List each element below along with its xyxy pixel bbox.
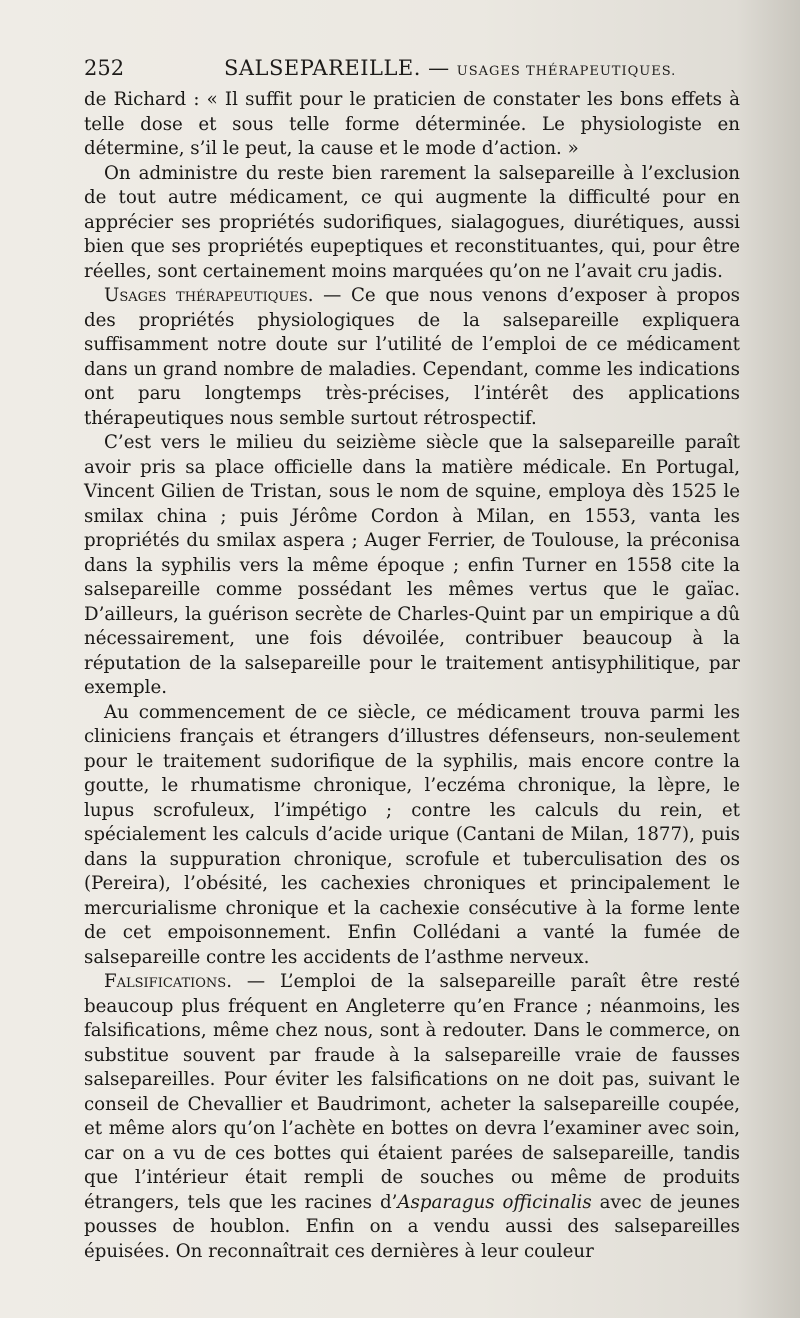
section-subtitle: USAGES THÉRAPEUTIQUES. <box>456 64 677 79</box>
page-number: 252 <box>84 56 125 80</box>
paragraph-administration: On administre du reste bien rarement la salsepareille à l’exclusion de tout autre médicament, ce qui augmente la difficulté pour en apprécier ses propriétés sudorifiques, sialagogues, diurétiques, aussi bien que ses propriétés eupeptiques et reconstituantes, qui, pour être réelles, sont certainement moins marquées qu’on ne l’avait cru jadis. <box>84 162 740 282</box>
paragraph-century: Au commencement de ce siècle, ce médicament trouva parmi les cliniciens français et étrangers d’illustres défenseurs, non-seulement pour le traitement sudorifique de la syphilis, mais encore contre la goutte, le rhumatisme chronique, l’eczéma chronique, la lèpre, le lupus scrofuleux, l’impétigo ; contre les calculs du rein, et spécialement les calculs d’acide urique (Cantani de Milan, 1877), puis dans la suppuration chronique, scrofule et tuberculisation des os (Pereira), l’obésité, les cachexies chroniques et principalement le mercurialisme chronique et la cachexie consécutive à la forme lente de cet empoisonnement. Enfin Collédani a vanté la fumée de salsepareille contre les accidents de l’asthme nerveux. <box>84 701 740 968</box>
paragraph-usages: Usages thérapeutiques. — Ce que nous venons d’exposer à propos des propriétés physiologiques de la salsepareille expliquera suffisamment notre doute sur l’utilité de l’emploi de ce médicament dans un grand nombre de maladies. Cependant, comme les indications ont paru longtemps très-précises, l’intérêt des applications thérapeutiques nous semble surtout rétrospectif. <box>84 285 740 429</box>
running-title <box>224 56 676 80</box>
paragraph-continuation: de Richard : « Il suffit pour le praticien de constater les bons effets à telle dose et sous telle forme déterminée. Le physiologiste en détermine, s’il le peut, la cause et le mode d’action. » <box>84 89 740 159</box>
running-header <box>84 54 744 84</box>
paragraph-falsifications: Falsifications. — L’emploi de la salsepareille paraît être resté beaucoup plus fréquent en Angleterre qu’en France ; néanmoins, les falsifications, même chez nous, sont à redouter. Dans le commerce, on substitue souvent par fraude à la salsepareille vraie de fausses salsepareilles. Pour éviter les falsifications on ne doit pas, suivant le conseil de Chevallier et Baudrimont, acheter la salsepareille coupée, et même alors qu’on l’achète en bottes on devra l’examiner avec soin, car on a vu de ces bottes qui étaient parées de salsepareille, tandis que l’intérieur était rempli de souches ou même de produits étrangers, tels que les racines d’Asparagus officinalis avec de jeunes pousses de houblon. Enfin on a vendu aussi des salsepareilles épuisées. On reconnaîtrait ces dernières à leur couleur <box>84 971 740 1262</box>
section-heading-usages: Usages thérapeutiques. <box>104 285 314 306</box>
species-name: Asparagus officinalis <box>397 1191 592 1213</box>
title-separator: — <box>420 56 457 80</box>
chapter-title: SALSEPAREILLE. <box>224 56 421 80</box>
body-text <box>84 88 740 1264</box>
paragraph-history: C’est vers le milieu du seizième siècle que la salsepareille paraît avoir pris sa place officielle dans la matière médicale. En Portugal, Vincent Gilien de Tristan, sous le nom de squine, employa dès 1525 le smilax china ; puis Jérôme Cordon à Milan, en 1553, vanta les propriétés du smilax aspera ; Auger Ferrier, de Toulouse, la préconisa dans la syphilis vers la même époque ; enfin Turner en 1558 cite la salsepareille comme possédant les mêmes vertus que le gaïac. D’ailleurs, la guérison secrète de Charles-Quint par un empirique a dû nécessairement, une fois dévoilée, contribuer beaucoup à la réputation de la salsepareille pour le traitement antisyphilitique, par exemple. <box>84 432 740 698</box>
section-heading-falsifications: Falsifications. <box>104 971 232 992</box>
